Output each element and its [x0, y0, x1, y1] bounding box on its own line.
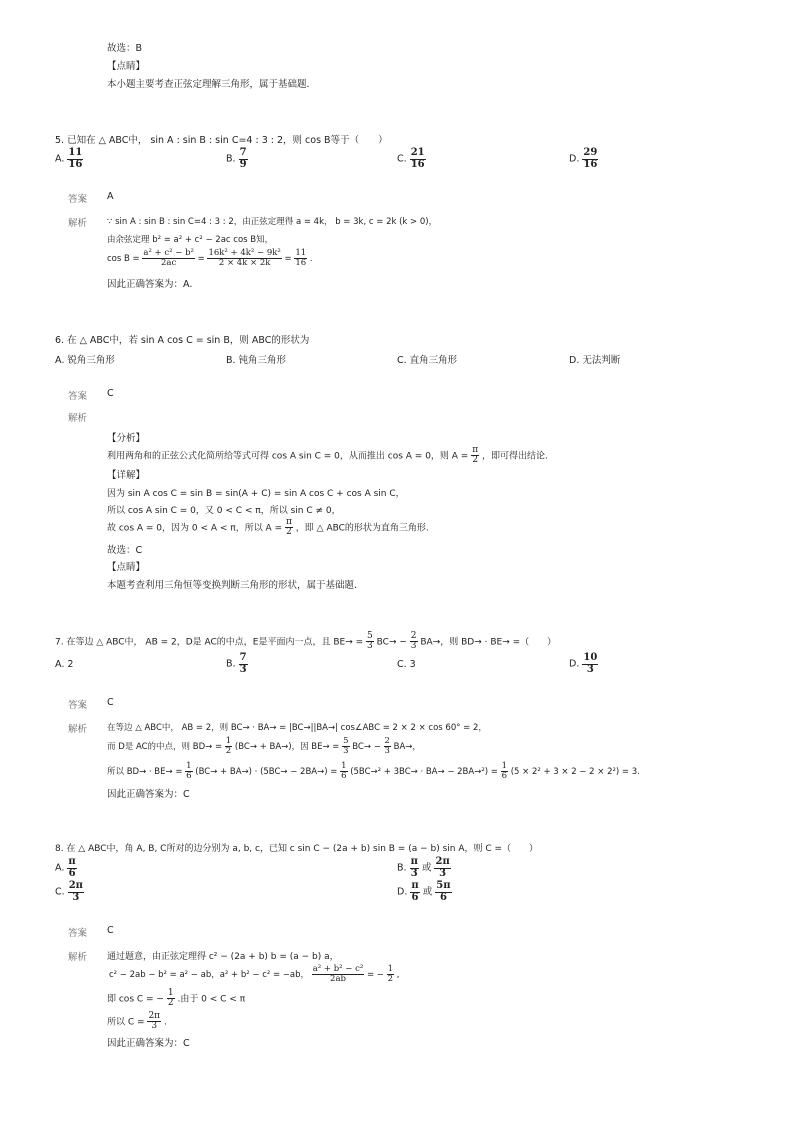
q5-stem: 5. 已知在 △ ABC中， sin A : sin B : sin C=4 : 3 : 2，则 cos B等于（ ）: [55, 135, 388, 146]
q5-answer: A: [107, 191, 114, 202]
q8-option-a[interactable]: A. $\frac{\pi}{6}$: [55, 856, 76, 879]
q8-stem: 8. 在 △ ABC中，角 A, B, C所对的边分别为 a, b, c，已知 c sin C − (2a + b) sin B = (a − b) sin A，则 C =（ ）: [55, 844, 539, 854]
q6-analysis-line5: 所以 cos A sin C = 0，又 0 < C < π，所以 sin C ≠ 0，: [107, 506, 341, 516]
q5-option-d[interactable]: D. $\frac{29}{16}$: [569, 147, 598, 170]
q6-analysis-line1: 【分析】: [107, 433, 146, 444]
q5-option-b-fraction: $\frac{7}{9}$: [239, 147, 247, 170]
q7-option-b-fraction: $\frac{7}{3}$: [239, 652, 247, 675]
q5-option-c-fraction: $\frac{21}{16}$: [410, 147, 425, 170]
q5-option-a[interactable]: A. $\frac{11}{16}$: [55, 147, 83, 170]
q7-stem-fraction-2: $\frac{2}{3}$: [410, 631, 417, 652]
q8-answer-label: 答案: [68, 928, 88, 939]
q7-fraction-1: $\frac{1}{2}$: [225, 736, 232, 756]
top-comment-heading: 【点睛】: [107, 61, 146, 72]
q7-answer-label: 答案: [68, 700, 88, 711]
q7-fraction-6: $\frac{1}{6}$: [501, 761, 507, 781]
q8-fraction-1: $\frac{\text{a² + b² − c²}}{2ab}$: [312, 964, 364, 984]
q8-analysis-line1: 通过题意，由正弦定理得 c² − (2a + b) b = (a − b) a，: [107, 952, 339, 962]
q5-fraction-3: $\frac{11}{16}$: [295, 248, 307, 268]
q8-option-c-fraction: $\frac{2\pi}{3}$: [68, 880, 83, 903]
q6-fraction-2: $\frac{\pi}{2}$: [286, 517, 292, 538]
q6-option-d[interactable]: D. 无法判断: [569, 355, 621, 366]
q6-analysis-line4: 因为 sin A cos C = sin B = sin(A + C) = sin A cos C + cos A sin C，: [107, 489, 405, 499]
q7-fraction-3: $\frac{2}{3}$: [384, 736, 390, 756]
q8-option-b-fraction-2: $\frac{2\pi}{3}$: [435, 856, 450, 879]
q8-option-b[interactable]: B. $\frac{\pi}{3}$ 或 $\frac{2\pi}{3}$: [397, 856, 450, 879]
q6-analysis-line3: 【详解】: [107, 470, 146, 481]
q8-fraction-3: $\frac{1}{2}$: [167, 988, 174, 1009]
q5-fraction-1: $\frac{\text{a² + c² − b²}}{2ac}$: [143, 248, 194, 268]
q6-analysis-line8: 【点睛】: [107, 562, 146, 573]
q8-analysis-line5: 因此正确答案为：C: [107, 1038, 190, 1049]
q7-analysis-line3: 所以 BD→ · BE→ = $\frac{1}{6}$ (BC→ + BA→) · (5BC→ − 2BA→) = $\frac{1}{6}$ (5BC→² + 3BC→ · BA→ − 2BA→²) = $\frac{1}{6}$ (5 × 2² + 3 × 2 − 2 × 2²) = 3.: [107, 761, 640, 781]
q7-option-d[interactable]: D. $\frac{10}{3}$: [569, 652, 598, 675]
q8-analysis-line2: c² − 2ab − b² = a² − ab，a² + b² − c² = −ab， $\frac{\text{a² + b² − c²}}{2ab}$ = − $\frac{1}{2}$ ,: [109, 964, 400, 984]
q8-option-b-fraction-1: $\frac{\pi}{3}$: [410, 856, 418, 879]
q8-fraction-4: $\frac{2\pi}{3}$: [148, 1011, 161, 1032]
q7-analysis-label: 解析: [68, 724, 88, 735]
q6-analysis-label: 解析: [68, 413, 88, 424]
q7-answer: C: [107, 697, 114, 708]
q6-fraction-1: $\frac{\pi}{2}$: [472, 445, 479, 466]
q8-analysis-line4: 所以 C = $\frac{2\pi}{3}$ .: [107, 1011, 167, 1032]
q8-analysis-label: 解析: [68, 952, 88, 963]
q5-option-c[interactable]: C. $\frac{21}{16}$: [397, 147, 425, 170]
top-conclusion: 故选：B: [107, 43, 143, 54]
q6-analysis-line9: 本题考查利用三角恒等变换判断三角形的形状，属于基础题.: [107, 580, 358, 591]
q8-option-d[interactable]: D. $\frac{\pi}{6}$ 或 $\frac{5\pi}{6}$: [397, 880, 451, 903]
q6-analysis-line7: 故选：C: [107, 545, 143, 556]
q5-option-d-fraction: $\frac{29}{16}$: [583, 147, 598, 170]
q6-option-b[interactable]: B. 钝角三角形: [226, 355, 287, 366]
q6-option-a[interactable]: A. 锐角三角形: [55, 355, 115, 366]
q6-answer-label: 答案: [68, 391, 88, 402]
q7-option-a[interactable]: A. 2: [55, 659, 74, 670]
q7-stem-fraction-1: $\frac{5}{3}$: [367, 631, 373, 652]
top-comment-text: 本小题主要考查正弦定理解三角形，属于基础题.: [107, 79, 310, 90]
q7-analysis-line4: 因此正确答案为：C: [107, 789, 190, 800]
q8-analysis-line3: 即 cos C = − $\frac{1}{2}$ .由于 0 < C < π: [107, 988, 246, 1009]
q6-analysis-line6: 故 cos A = 0，因为 0 < A < π，所以 A = $\frac{\pi}{2}$ ，即 △ ABC的形状为直角三角形.: [107, 517, 429, 538]
q8-answer: C: [107, 925, 114, 936]
q6-option-c[interactable]: C. 直角三角形: [397, 355, 458, 366]
q7-option-b[interactable]: B. $\frac{7}{3}$: [226, 652, 247, 675]
q8-fraction-2: $\frac{1}{2}$: [387, 964, 394, 984]
q6-stem: 6. 在 △ ABC中，若 sin A cos C = sin B，则 ABC的形状为: [55, 335, 310, 346]
q7-stem: 7. 在等边 △ ABC中， AB = 2，D是 AC的中点，E是平面内一点，且 BE→ = $\frac{5}{3}$ BC→ − $\frac{2}{3}$ BA→，则 BD→ · BE→ =（ ）: [55, 631, 557, 652]
q8-option-c[interactable]: C. $\frac{2\pi}{3}$: [55, 880, 83, 903]
q7-option-d-fraction: $\frac{10}{3}$: [583, 652, 598, 675]
q5-fraction-2: $\frac{\text{16k² + 4k² − 9k²}}{2 \times 4k \times 2k}$: [208, 248, 281, 268]
q5-option-b[interactable]: B. $\frac{7}{9}$: [226, 147, 247, 170]
q7-analysis-line2: 而 D是 AC的中点，则 BD→ = $\frac{1}{2}$ (BC→ + BA→)，因 BE→ = $\frac{5}{3}$ BC→ − $\frac{2}{3}$ BA→，: [107, 736, 421, 756]
q8-option-a-fraction: $\frac{\pi}{6}$: [68, 856, 76, 879]
q7-option-c[interactable]: C. 3: [397, 659, 416, 670]
q7-fraction-2: $\frac{5}{3}$: [343, 736, 349, 756]
q5-analysis-line2: 由余弦定理 b² = a² + c² − 2ac cos B知，: [107, 235, 274, 245]
q5-analysis-line3: cos B = $\frac{\text{a² + c² − b²}}{2ac}$ = $\frac{\text{16k² + 4k² − 9k²}}{2 \times 4k \times 2k}$ = $\frac{11}{16}$ .: [107, 248, 313, 268]
q7-fraction-4: $\frac{1}{6}$: [186, 761, 192, 781]
q5-analysis-line1: ∵ sin A : sin B : sin C=4 : 3 : 2，由正弦定理得 a = 4k， b = 3k, c = 2k (k > 0)，: [107, 217, 438, 227]
q7-fraction-5: $\frac{1}{6}$: [341, 761, 347, 781]
q5-option-a-fraction: $\frac{11}{16}$: [68, 147, 83, 170]
q7-analysis-line1: 在等边 △ ABC中， AB = 2，则 BC→ · BA→ = |BC→||BA→| cos∠ABC = 2 × 2 × cos 60° = 2，: [107, 723, 487, 733]
q8-option-d-fraction-2: $\frac{5\pi}{6}$: [436, 880, 451, 903]
q8-option-d-fraction-1: $\frac{\pi}{6}$: [411, 880, 419, 903]
q5-answer-label: 答案: [68, 194, 88, 205]
q5-analysis-line4: 因此正确答案为：A.: [107, 279, 193, 290]
q6-answer: C: [107, 388, 114, 399]
q5-analysis-label: 解析: [68, 218, 88, 229]
q6-analysis-line2: 利用两角和的正弦公式化简所给等式可得 cos A sin C = 0，从而推出 cos A = 0，则 A = $\frac{\pi}{2}$ ，即可得出结论.: [107, 445, 548, 466]
